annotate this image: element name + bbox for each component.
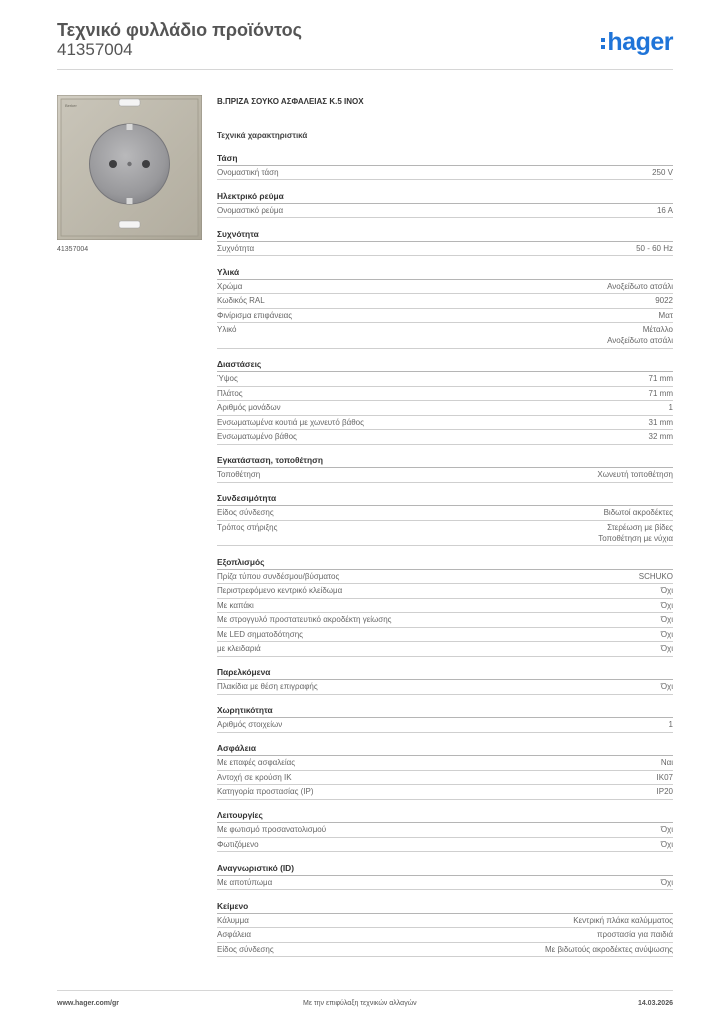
spec-content [217,96,673,957]
spec-row [217,294,673,309]
spec-value: SCHUKO [638,571,673,581]
spec-label: Φωτιζόμενο [217,839,259,849]
spec-section [217,901,673,958]
spec-label: Αντοχή σε κρούση ΙΚ [217,772,292,782]
spec-label: Με καπάκι [217,600,254,610]
socket-illustration [57,95,202,240]
spec-section [217,267,673,349]
spec-row [217,876,673,891]
spec-row [217,823,673,838]
spec-row [217,309,673,324]
spec-value: Όχι [660,629,673,639]
spec-row [217,584,673,599]
spec-value: Όχι [660,839,673,849]
spec-section [217,667,673,695]
product-code: 41357004 [57,40,133,59]
technical-features-heading: Τεχνικά χαρακτηριστικά [217,131,308,140]
section-title: Ασφάλεια [217,743,673,756]
product-image [57,95,202,240]
logo-text: hager [607,28,673,56]
spec-row [217,785,673,800]
footer-date: 14.03.2026 [637,1000,673,1007]
spec-label: Χρώμα [217,281,243,291]
spec-value: 16 A [656,205,673,215]
section-title: Τάση [217,153,673,166]
spec-value: Ματ [658,310,673,320]
spec-label: Φινίρισμα επιφάνειας [217,310,293,320]
spec-row [217,372,673,387]
spec-section [217,455,673,483]
spec-section [217,359,673,445]
logo-mark-icon [601,38,605,49]
document-header [57,20,673,70]
spec-section [217,863,673,891]
footer-website-link[interactable]: www.hager.com/gr [57,1000,119,1007]
spec-value: Όχι [660,586,673,595]
spec-value: Ναι [660,758,673,767]
spec-label: Με φωτισμό προσανατολισμού [217,825,327,834]
spec-value: 250 V [652,167,673,177]
spec-label: Ονομαστικό ρεύμα [217,205,284,215]
spec-label: Κωδικός RAL [217,296,265,305]
section-title: Κείμενο [217,901,673,914]
spec-label: Ονομαστική τάση [217,167,279,177]
spec-row [217,468,673,483]
spec-value: IP20 [656,787,673,796]
hager-logo [601,28,673,56]
spec-value: Όχι [660,682,673,691]
spec-label: Πλακίδια με θέση επιγραφής [217,682,318,691]
section-title: Ηλεκτρικό ρεύμα [217,191,673,204]
spec-sections [217,153,673,958]
spec-value: 31 mm [648,417,673,427]
spec-row [217,387,673,402]
spec-value: Όχι [660,600,673,610]
spec-section [217,493,673,546]
spec-label: Τοποθέτηση [217,470,261,479]
spec-row [217,628,673,643]
spec-section [217,743,673,800]
spec-label: Με LED σηματοδότησης [217,629,303,639]
spec-value: 1 [668,403,673,412]
section-title: Λειτουργίες [217,810,673,823]
spec-row [217,838,673,853]
spec-label: Συχνότητα [217,243,255,253]
spec-label: Με στρογγυλό προστατευτικό ακροδέκτη γείωσης [217,615,392,624]
spec-value: 9022 [655,296,673,305]
spec-value: 1 [668,720,673,729]
spec-label: με κλειδαριά [217,644,261,653]
spec-label: Ενσωματωμένο βάθος [217,432,297,441]
section-title: Χωρητικότητα [217,705,673,718]
section-title: Συχνότητα [217,229,673,242]
spec-section [217,229,673,257]
spec-label: Είδος σύνδεσης [217,944,274,954]
spec-value: Κεντρική πλάκα καλύμματος [573,915,673,925]
svg-text:Berker: Berker [65,103,77,108]
spec-label: Κατηγορία προστασίας (IP) [217,787,314,796]
spec-row [217,430,673,445]
section-title: Εξοπλισμός [217,557,673,570]
spec-value: Μέταλλο Ανοξείδωτο ατσάλι [607,325,673,345]
spec-label: Αριθμός στοιχείων [217,720,283,729]
section-title: Αναγνωριστικό (ID) [217,863,673,876]
section-title: Εγκατάσταση, τοποθέτηση [217,455,673,468]
spec-value: Με βιδωτούς ακροδέκτες ανύψωσης [544,944,673,954]
spec-row [217,280,673,295]
spec-value: προστασία για παιδιά [597,930,673,939]
document-title: Τεχνικό φυλλάδιο προϊόντος [57,20,302,40]
spec-value: 32 mm [648,432,673,441]
spec-row [217,416,673,431]
spec-value: Όχι [660,877,673,887]
spec-value: IK07 [656,772,673,782]
spec-value: Χωνευτή τοποθέτηση [597,470,673,479]
spec-value: 71 mm [648,388,673,398]
spec-section [217,153,673,181]
spec-value: 71 mm [648,374,673,383]
spec-label: Ενσωματωμένα κουτιά με χωνευτό βάθος [217,417,364,427]
spec-label: Με αποτύπωμα [217,877,273,887]
spec-value: Όχι [660,825,673,834]
spec-label: Είδος σύνδεσης [217,508,274,517]
spec-row [217,242,673,257]
spec-label: Υλικό [217,325,237,334]
spec-row [217,323,673,349]
section-title: Διαστάσεις [217,359,673,372]
spec-row [217,756,673,771]
product-name: Β.ΠΡΙΖΑ ΣΟΥΚΟ ΑΣΦΑΛΕΙΑΣ Κ.5 INOX [217,97,364,106]
spec-label: Κάλυμμα [217,915,249,925]
spec-value: Όχι [660,644,673,653]
spec-row [217,521,673,547]
spec-label: Ασφάλεια [217,930,252,939]
spec-row [217,914,673,929]
image-caption: 41357004 [57,246,89,253]
section-title: Συνδεσιμότητα [217,493,673,506]
spec-row [217,771,673,786]
spec-row [217,506,673,521]
spec-row [217,680,673,695]
spec-section [217,191,673,219]
spec-label: Ύψος [217,374,238,383]
spec-value: 50 - 60 Hz [636,243,673,253]
spec-row [217,401,673,416]
spec-row [217,613,673,628]
footer-note: Με την επιφύλαξη τεχνικών αλλαγών [303,1000,417,1007]
spec-row [217,599,673,614]
spec-value: Βιδωτοί ακροδέκτες [603,508,673,517]
spec-label: Περιστρεφόμενο κεντρικό κλείδωμα [217,586,343,595]
spec-row [217,928,673,943]
spec-row [217,204,673,219]
spec-row [217,570,673,585]
spec-value: Στερέωση με βίδες Τοποθέτηση με νύχια [598,522,673,543]
spec-value: Όχι [660,615,673,624]
section-title: Παρελκόμενα [217,667,673,680]
spec-section [217,557,673,657]
spec-label: Με επαφές ασφαλείας [217,758,296,767]
spec-row [217,166,673,181]
spec-value: Ανοξείδωτο ατσάλι [607,281,673,291]
spec-section [217,810,673,852]
spec-row [217,642,673,657]
spec-row [217,718,673,733]
spec-row [217,943,673,958]
spec-label: Πλάτος [217,388,243,398]
document-footer [57,990,673,1016]
spec-label: Αριθμός μονάδων [217,403,281,412]
section-title: Υλικά [217,267,673,280]
spec-section [217,705,673,733]
spec-label: Τρόπος στήριξης [217,522,278,532]
spec-label: Πρίζα τύπου συνδέσμου/βύσματος [217,571,340,581]
